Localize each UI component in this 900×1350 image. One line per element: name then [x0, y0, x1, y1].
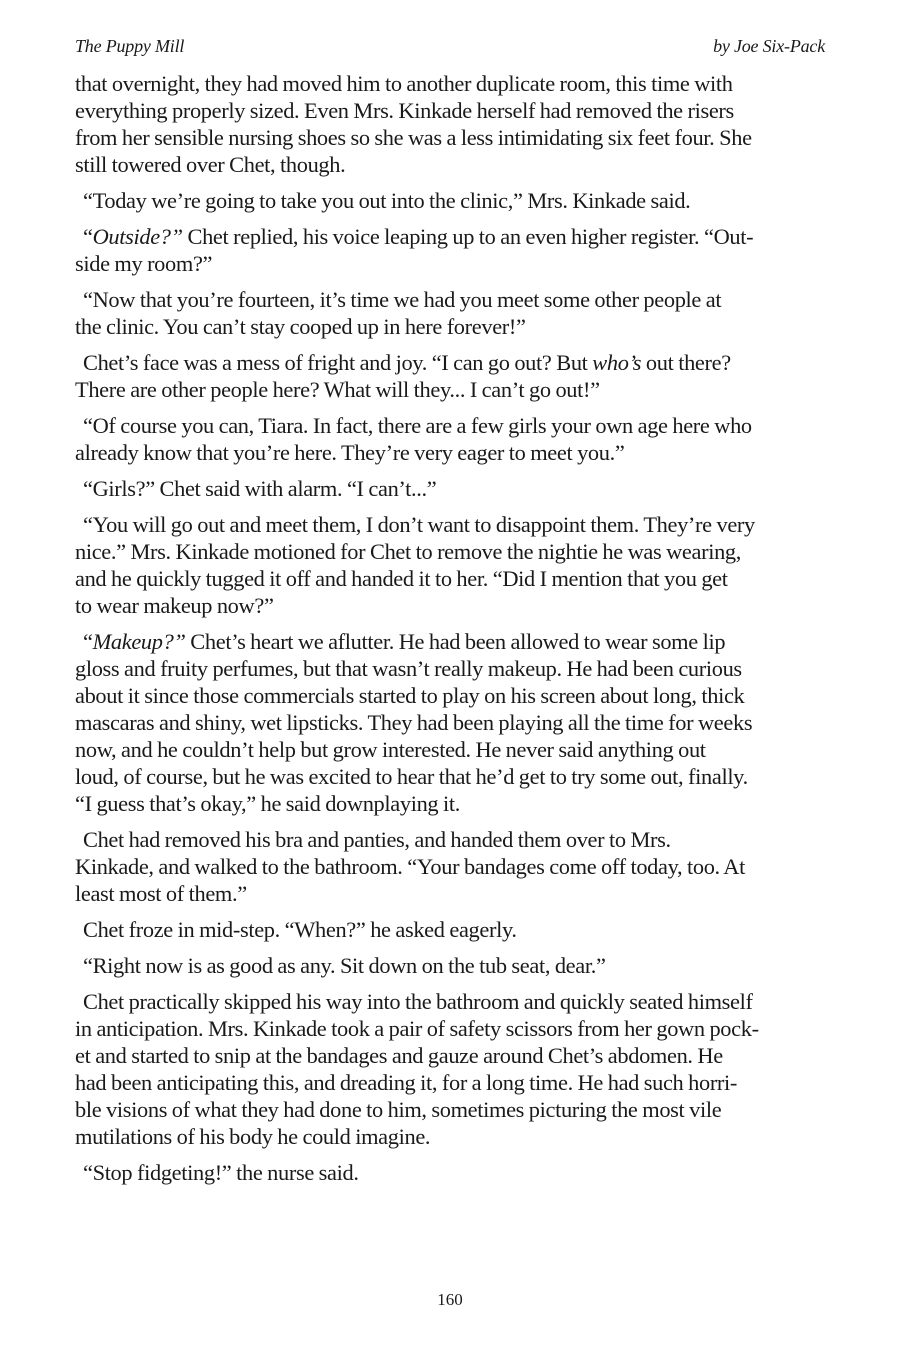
- text-run: Chet replied, his voice leaping up to an even higher register. “Out-: [182, 224, 754, 249]
- text-run: “Stop fidgeting!” the nurse said.: [83, 1160, 359, 1185]
- text-line: [75, 1015, 825, 1042]
- paragraph: [75, 826, 825, 907]
- text-run: “Today we’re going to take you out into the clinic,” Mrs. Kinkade said.: [83, 188, 691, 213]
- text-run: “Right now is as good as any. Sit down on the tub seat, dear.”: [83, 953, 606, 978]
- text-run: gloss and fruity perfumes, but that wasn’t really makeup. He had been curious: [75, 656, 742, 681]
- text-line: [75, 538, 825, 565]
- text-line: [75, 313, 825, 340]
- text-run: had been anticipating this, and dreading it, for a long time. He had such horri-: [75, 1070, 738, 1095]
- text-line: [75, 1042, 825, 1069]
- text-line: [75, 223, 825, 250]
- author-byline: by Joe Six-Pack: [713, 36, 825, 56]
- paragraph: [75, 952, 825, 979]
- text-line: [75, 916, 825, 943]
- text-run: Chet practically skipped his way into the bathroom and quickly seated himself: [83, 989, 753, 1014]
- text-line: [75, 709, 825, 736]
- text-line: [75, 1159, 825, 1186]
- text-line: [75, 124, 825, 151]
- text-line: [75, 790, 825, 817]
- text-run: “Of course you can, Tiara. In fact, there are a few girls your own age here who: [83, 413, 752, 438]
- text-run: “I guess that’s okay,” he said downplaying it.: [75, 791, 461, 816]
- text-run: still towered over Chet, though.: [75, 152, 346, 177]
- text-run: Chet had removed his bra and panties, and handed them over to Mrs.: [83, 827, 671, 852]
- text-run: from her sensible nursing shoes so she was a less intimidating six feet four. She: [75, 125, 752, 150]
- text-line: [75, 655, 825, 682]
- text-run: “: [83, 224, 93, 249]
- text-line: [75, 1096, 825, 1123]
- text-run: least most of them.”: [75, 881, 247, 906]
- book-title: The Puppy Mill: [75, 36, 185, 56]
- text-line: [75, 853, 825, 880]
- text-line: [75, 988, 825, 1015]
- text-run: side my room?”: [75, 251, 213, 276]
- text-line: [75, 628, 825, 655]
- text-line: [75, 376, 825, 403]
- italic-text: Outside?”: [92, 224, 183, 249]
- text-run: “Girls?” Chet said with alarm. “I can’t...”: [83, 476, 437, 501]
- text-run: mascaras and shiny, wet lipsticks. They had been playing all the time for weeks: [75, 710, 753, 735]
- text-run: loud, of course, but he was excited to hear that he’d get to try some out, finally.: [75, 764, 748, 789]
- text-line: [75, 1123, 825, 1150]
- text-line: [75, 70, 825, 97]
- text-run: now, and he couldn’t help but grow interested. He never said anything out: [75, 737, 706, 762]
- body-text: [75, 70, 825, 1195]
- text-line: [75, 592, 825, 619]
- paragraph: [75, 412, 825, 466]
- text-line: [75, 565, 825, 592]
- text-run: Kinkade, and walked to the bathroom. “Your bandages come off today, too. At: [75, 854, 746, 879]
- paragraph: [75, 349, 825, 403]
- text-line: [75, 250, 825, 277]
- paragraph: [75, 223, 825, 277]
- paragraph: [75, 1159, 825, 1186]
- text-run: et and started to snip at the bandages and gauze around Chet’s abdomen. He: [75, 1043, 723, 1068]
- text-line: [75, 412, 825, 439]
- text-run: “: [83, 629, 93, 654]
- text-run: mutilations of his body he could imagine.: [75, 1124, 431, 1149]
- text-run: Chet froze in mid-step. “When?” he asked eagerly.: [83, 917, 517, 942]
- text-line: [75, 682, 825, 709]
- paragraph: [75, 187, 825, 214]
- text-run: Chet’s face was a mess of fright and joy. “I can go out? But: [83, 350, 593, 375]
- text-line: [75, 736, 825, 763]
- text-line: [75, 511, 825, 538]
- text-line: [75, 763, 825, 790]
- text-line: [75, 826, 825, 853]
- text-line: [75, 97, 825, 124]
- text-line: [75, 187, 825, 214]
- text-run: There are other people here? What will they... I can’t go out!”: [75, 377, 600, 402]
- text-run: that overnight, they had moved him to another duplicate room, this time with: [75, 71, 733, 96]
- text-line: [75, 1069, 825, 1096]
- paragraph: [75, 511, 825, 619]
- italic-text: who’s: [592, 350, 642, 375]
- text-line: [75, 349, 825, 376]
- text-run: “Now that you’re fourteen, it’s time we had you meet some other people at: [83, 287, 722, 312]
- text-run: already know that you’re here. They’re very eager to meet you.”: [75, 440, 625, 465]
- paragraph: [75, 628, 825, 817]
- paragraph: [75, 988, 825, 1150]
- paragraph: [75, 475, 825, 502]
- text-line: [75, 286, 825, 313]
- text-run: Chet’s heart we aflutter. He had been allowed to wear some lip: [185, 629, 726, 654]
- text-line: [75, 952, 825, 979]
- book-page: [75, 0, 825, 1350]
- paragraph: [75, 70, 825, 178]
- paragraph: [75, 286, 825, 340]
- text-line: [75, 475, 825, 502]
- text-line: [75, 439, 825, 466]
- text-run: “You will go out and meet them, I don’t want to disappoint them. They’re very: [83, 512, 755, 537]
- text-run: out there?: [641, 350, 731, 375]
- text-run: everything properly sized. Even Mrs. Kinkade herself had removed the risers: [75, 98, 734, 123]
- italic-text: Makeup?”: [92, 629, 186, 654]
- text-run: to wear makeup now?”: [75, 593, 274, 618]
- paragraph: [75, 916, 825, 943]
- text-run: the clinic. You can’t stay cooped up in here forever!”: [75, 314, 526, 339]
- page-number: 160: [437, 1290, 463, 1309]
- text-run: ble visions of what they had done to him, sometimes picturing the most vile: [75, 1097, 722, 1122]
- text-run: about it since those commercials started to play on his screen about long, thick: [75, 683, 745, 708]
- text-run: in anticipation. Mrs. Kinkade took a pair of safety scissors from her gown pock-: [75, 1016, 759, 1041]
- text-run: nice.” Mrs. Kinkade motioned for Chet to remove the nightie he was wearing,: [75, 539, 742, 564]
- text-line: [75, 151, 825, 178]
- text-run: and he quickly tugged it off and handed it to her. “Did I mention that you get: [75, 566, 728, 591]
- running-header: [75, 36, 825, 60]
- text-line: [75, 880, 825, 907]
